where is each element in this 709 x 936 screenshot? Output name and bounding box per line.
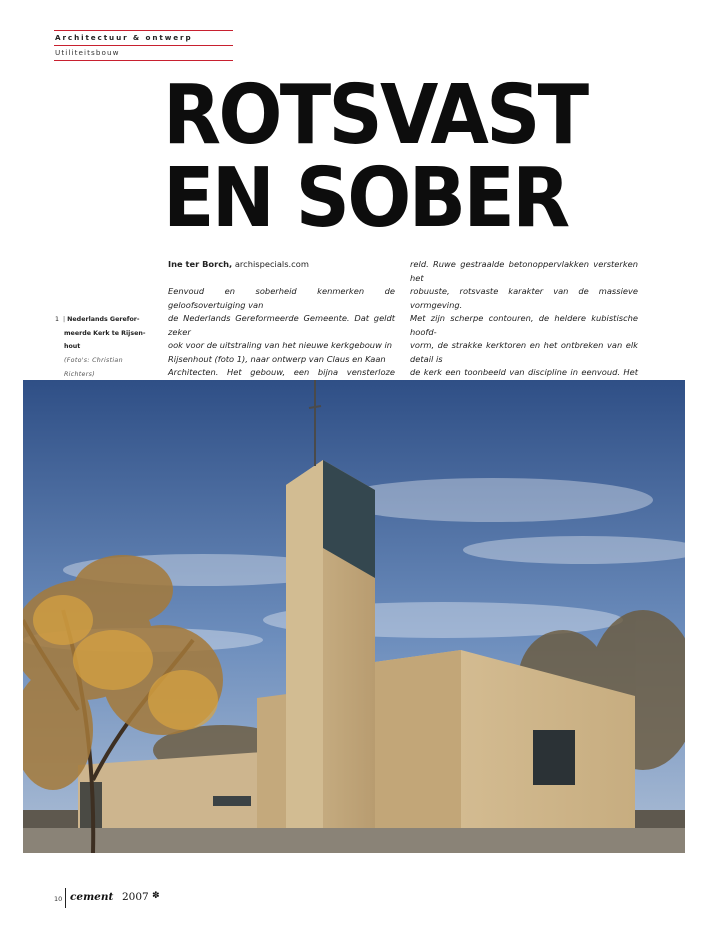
magazine-mark-icon: ✽ bbox=[152, 891, 160, 901]
page-number: 10 bbox=[54, 895, 63, 903]
text-line: robuuste, rotsvaste karakter van de massieve vormgeving. bbox=[410, 286, 638, 310]
caption-line-3: hout bbox=[64, 343, 81, 351]
text-line: de kerk een toonbeeld van discipline in eenvoud. Het bbox=[410, 367, 638, 377]
text-line: vorm, de strakke kerktoren en het ontbreken van elk detail is bbox=[410, 340, 638, 364]
main-hall-side bbox=[375, 650, 461, 828]
article-title bbox=[163, 68, 643, 246]
page-footer bbox=[54, 888, 254, 908]
text-line: de Nederlands Gereformeerde Gemeente. Dat geldt zeker bbox=[168, 313, 395, 337]
magazine-name: cement bbox=[70, 891, 114, 903]
text-line: Rijsenhout (foto 1), naar ontwerp van Claus en Kaan bbox=[168, 353, 386, 364]
section-rubric bbox=[54, 30, 233, 61]
magazine-year: 2007 bbox=[122, 891, 149, 903]
subsection-label: Utiliteitsbouw bbox=[55, 48, 120, 57]
text-line: ook voor de uitstraling van het nieuwe kerkgebouw in bbox=[168, 340, 393, 350]
connecting-block bbox=[257, 694, 287, 828]
low-window bbox=[213, 796, 251, 806]
text-line: Architecten. Het gebouw, een bijna vensterloze bbox=[168, 367, 395, 377]
byline-source: archispecials.com bbox=[234, 259, 309, 269]
rubric-rule-bottom bbox=[54, 60, 233, 61]
pavement bbox=[23, 828, 685, 853]
low-wing bbox=[78, 752, 263, 828]
section-label: Architectuur & ontwerp bbox=[55, 33, 193, 42]
photo-caption bbox=[55, 313, 153, 382]
photo-credit: (Foto's: Christian Richters) bbox=[64, 357, 123, 378]
byline bbox=[168, 258, 395, 272]
title-line-2: EN SOBER bbox=[163, 151, 568, 246]
author-name: Ine ter Borch, bbox=[168, 259, 233, 269]
tower-face-left bbox=[286, 460, 323, 828]
footer-divider bbox=[65, 888, 66, 908]
caption-number: 1 bbox=[55, 316, 60, 323]
text-line: Eenvoud en soberheid kenmerken de geloofsovertuiging van bbox=[168, 286, 395, 310]
hall-window bbox=[533, 730, 575, 785]
text-line: Met zijn scherpe contouren, de heldere kubistische hoofd- bbox=[410, 313, 638, 337]
church-photo bbox=[23, 380, 685, 853]
caption-separator: | bbox=[63, 316, 66, 323]
text-line: reld. Ruwe gestraalde betonoppervlakken versterken het bbox=[410, 259, 638, 283]
caption-line-1: Nederlands Gerefor- bbox=[67, 316, 140, 323]
title-line-1: ROTSVAST bbox=[163, 68, 587, 163]
caption-line-2: meerde Kerk te Rijsen- bbox=[64, 329, 146, 337]
